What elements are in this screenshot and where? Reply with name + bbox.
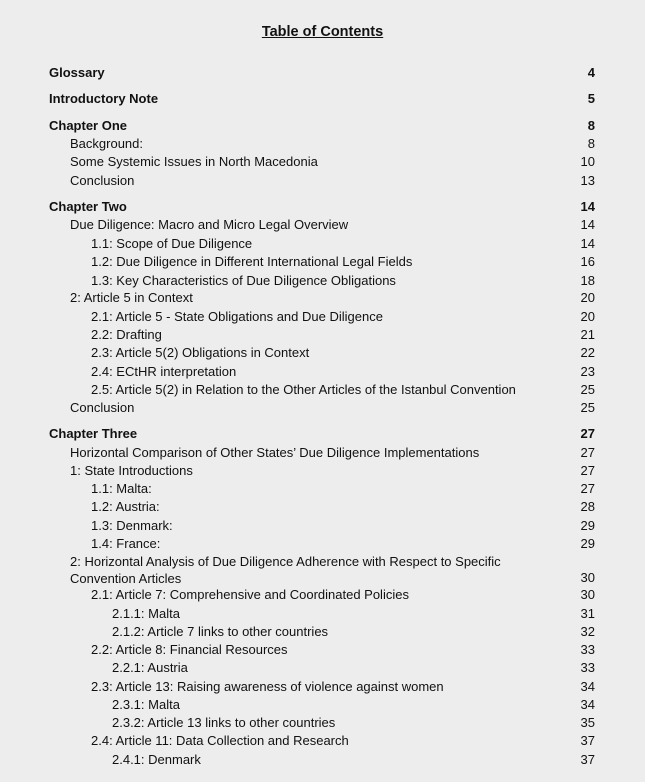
toc-entry-label: 1.2: Due Diligence in Different International Legal Fields bbox=[91, 254, 413, 269]
toc-entry-page-number: 25 bbox=[580, 400, 595, 415]
toc-title: Table of Contents bbox=[261, 24, 384, 40]
toc-entry-page-number: 20 bbox=[580, 290, 595, 305]
toc-entry-page-number: 23 bbox=[580, 364, 595, 379]
toc-entry-page-number: 14 bbox=[580, 217, 595, 232]
toc-entry-label: 2.5: Article 5(2) in Relation to the Other Articles of the Istanbul Convention bbox=[91, 382, 516, 397]
toc-entry-page-number: 13 bbox=[580, 173, 595, 188]
toc-entry-page-number: 16 bbox=[580, 254, 595, 269]
toc-entry-page-number: 28 bbox=[580, 499, 595, 514]
toc-entry-page-number: 5 bbox=[587, 91, 595, 106]
toc-entry-label: 2.4: ECtHR interpretation bbox=[91, 364, 237, 379]
toc-entry-page-number: 8 bbox=[587, 118, 595, 133]
toc-entry-page-number: 33 bbox=[580, 642, 595, 657]
toc-entry-label: 2.1: Article 5 - State Obligations and Due Diligence bbox=[91, 309, 383, 324]
toc-entry-label: 2.4.1: Denmark bbox=[112, 752, 201, 767]
toc-entry-label: 1.3: Denmark: bbox=[91, 518, 173, 533]
toc-entry-label: 2.2: Article 8: Financial Resources bbox=[91, 642, 288, 657]
toc-entry-label: 2.1.2: Article 7 links to other countries bbox=[112, 624, 329, 639]
toc-entry-label: 2.2.1: Austria bbox=[112, 660, 188, 675]
toc-entry-label: Introductory Note bbox=[49, 91, 159, 106]
toc-entry-page-number: 35 bbox=[580, 715, 595, 730]
toc-entry-label: 2.1.1: Malta bbox=[112, 606, 180, 621]
toc-entry-page-number: 37 bbox=[580, 752, 595, 767]
toc-entry-page-number: 29 bbox=[580, 518, 595, 533]
toc-entry-label: Chapter One bbox=[49, 118, 128, 133]
toc-entry-label: 1.1: Scope of Due Diligence bbox=[91, 236, 253, 251]
toc-entry-label: Conclusion bbox=[70, 173, 135, 188]
toc-entry-page-number: 27 bbox=[580, 463, 595, 478]
toc-entry-page-number: 10 bbox=[580, 154, 595, 169]
toc-entry-label: 2.3.2: Article 13 links to other countries bbox=[112, 715, 336, 730]
toc-entry-page-number: 27 bbox=[580, 426, 595, 441]
toc-entry-page-number: 25 bbox=[580, 382, 595, 397]
toc-entry-label: 2: Article 5 in Context bbox=[70, 290, 193, 305]
toc-entry-page-number: 31 bbox=[580, 606, 595, 621]
toc-entry-page-number: 14 bbox=[580, 236, 595, 251]
toc-entry-label: Glossary bbox=[49, 65, 105, 80]
toc-entry-label: 2.4: Article 11: Data Collection and Research bbox=[91, 733, 349, 748]
toc-entry-page-number: 21 bbox=[580, 327, 595, 342]
toc-entry-label: Background: bbox=[70, 136, 143, 151]
toc-entry-label: Some Systemic Issues in North Macedonia bbox=[70, 154, 318, 169]
toc-entry-label: 2.3: Article 5(2) Obligations in Context bbox=[91, 345, 310, 360]
toc-entry-page-number: 30 bbox=[580, 570, 595, 585]
toc-entry-label: Horizontal Comparison of Other States’ Due Diligence Implementations bbox=[70, 445, 480, 460]
toc-entry-label: Chapter Two bbox=[49, 199, 127, 214]
toc-entry-label: 1: State Introductions bbox=[70, 463, 193, 478]
toc-entry-page-number: 32 bbox=[580, 624, 595, 639]
toc-entry-page-number: 20 bbox=[580, 309, 595, 324]
toc-entry-page-number: 14 bbox=[580, 199, 595, 214]
toc-entry-page-number: 34 bbox=[580, 697, 595, 712]
toc-entry-page-number: 37 bbox=[580, 733, 595, 748]
toc-entry-label: 2.3: Article 13: Raising awareness of violence against women bbox=[91, 679, 444, 694]
toc-entry-page-number: 30 bbox=[580, 587, 595, 602]
toc-entry-page-number: 29 bbox=[580, 536, 595, 551]
toc-entry-page-number: 22 bbox=[580, 345, 595, 360]
toc-entry-label: Due Diligence: Macro and Micro Legal Overview bbox=[70, 217, 349, 232]
toc-entry-label: 1.2: Austria: bbox=[91, 499, 160, 514]
toc-entry-page-number: 33 bbox=[580, 660, 595, 675]
toc-entry-page-number: 4 bbox=[587, 65, 595, 80]
toc-entry-page-number: 34 bbox=[580, 679, 595, 694]
toc-entry-label: 2.2: Drafting bbox=[91, 327, 162, 342]
toc-entry-label: 1.4: France: bbox=[91, 536, 161, 551]
toc-entry-page-number: 8 bbox=[587, 136, 595, 151]
toc-entry-label: 2: Horizontal Analysis of Due Diligence Adherence with Respect to Specific Convention Articles bbox=[70, 554, 501, 586]
toc-entry-label: 2.1: Article 7: Comprehensive and Coordinated Policies bbox=[91, 587, 409, 602]
toc-entry-label: 1.1: Malta: bbox=[91, 481, 152, 496]
toc-entry-page-number: 27 bbox=[580, 445, 595, 460]
toc-entry-page-number: 18 bbox=[580, 273, 595, 288]
toc-entry-label: 2.3.1: Malta bbox=[112, 697, 180, 712]
toc-entry-page-number: 27 bbox=[580, 481, 595, 496]
toc-entry-label: Chapter Three bbox=[49, 426, 138, 441]
toc-entry-label: Conclusion bbox=[70, 400, 135, 415]
toc-entry-label: 1.3: Key Characteristics of Due Diligence Obligations bbox=[91, 273, 396, 288]
